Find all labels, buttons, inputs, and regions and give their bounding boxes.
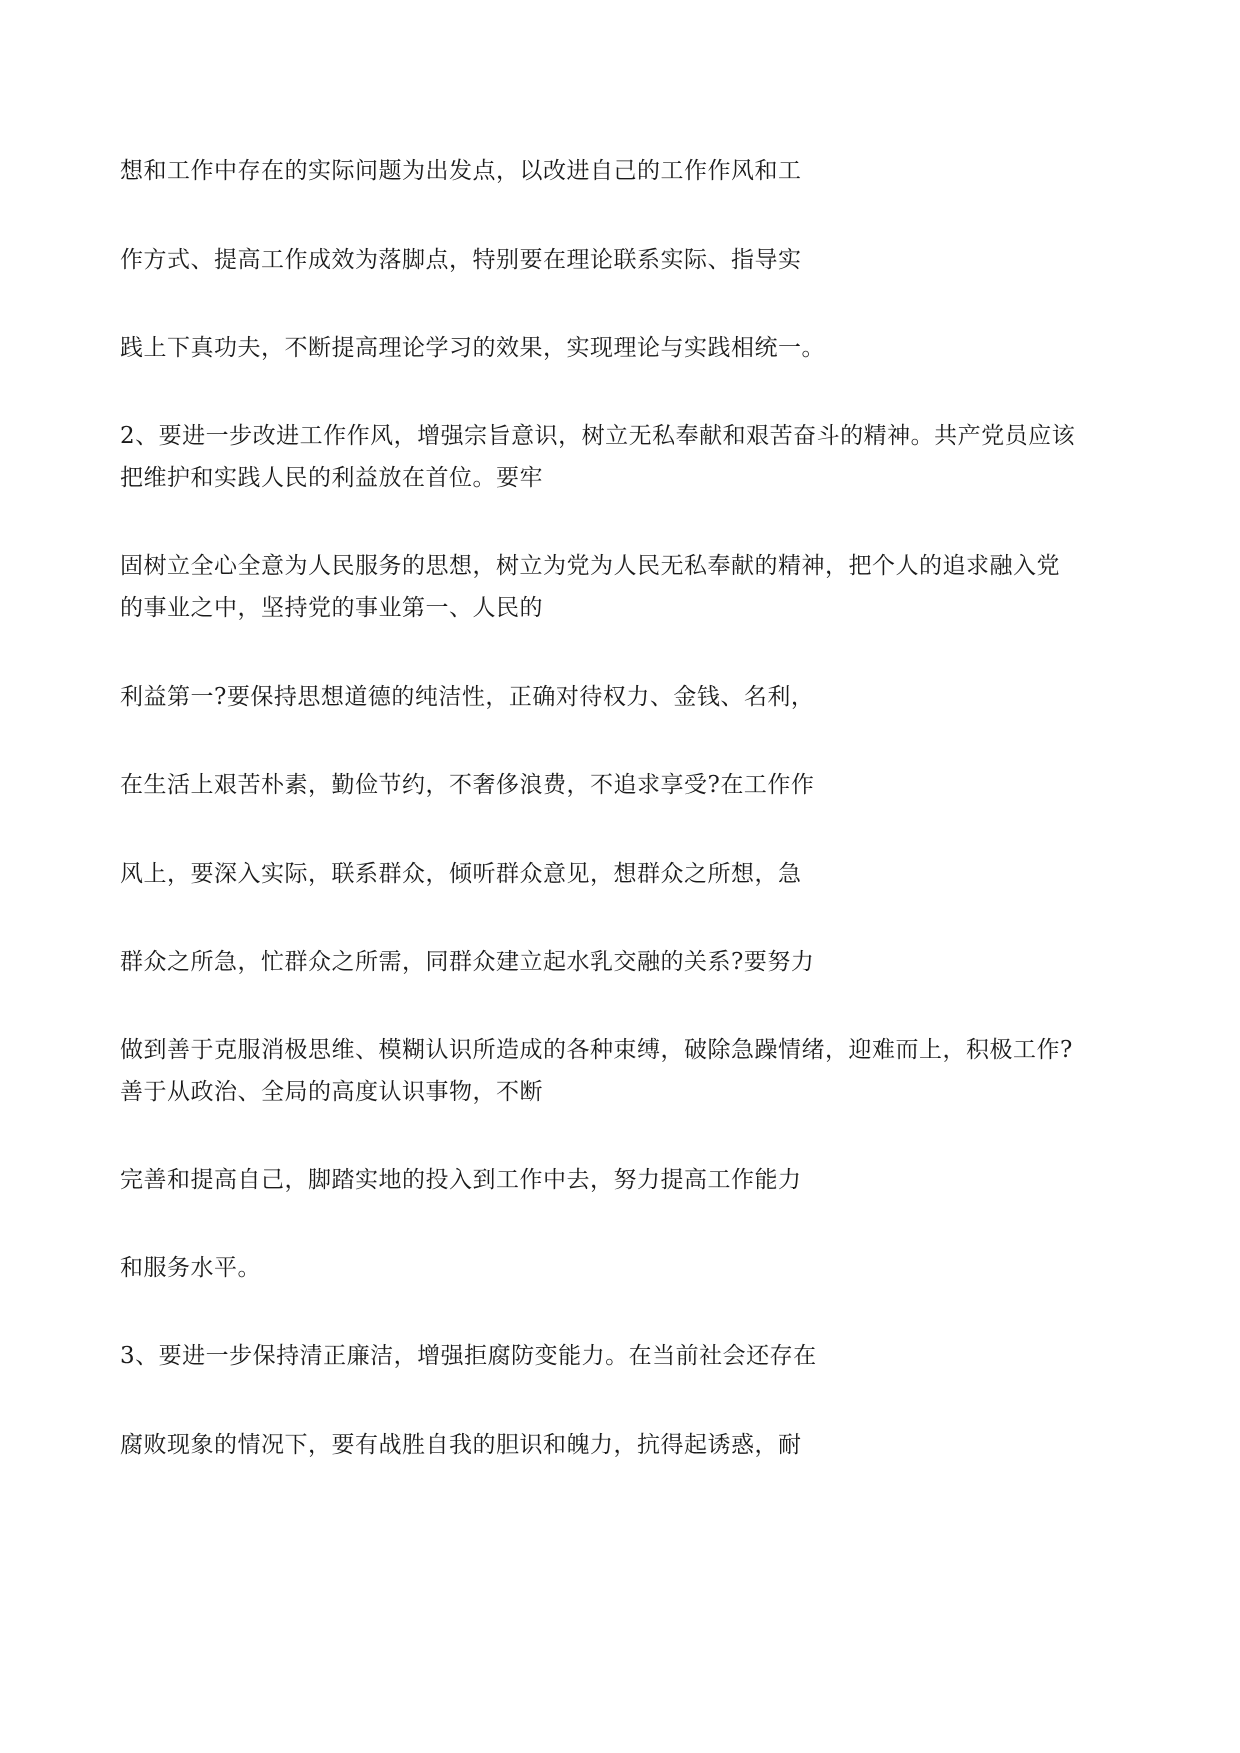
text-line: 做到善于克服消极思维、模糊认识所造成的各种束缚，破除急躁情绪，迎难而上，积极工作?: [120, 1037, 1073, 1063]
text-line: 利益第一?要保持思想道德的纯洁性，正确对待权力、金钱、名利，: [120, 684, 815, 710]
text-line: 想和工作中存在的实际问题为出发点，以改进自己的工作作风和工: [120, 158, 802, 184]
text-line: 和服务水平。: [120, 1255, 261, 1281]
text-line: 善于从政治、全局的高度认识事物，不断: [120, 1079, 543, 1105]
text-line: 在生活上艰苦朴素，勤俭节约，不奢侈浪费，不追求享受?在工作作: [120, 772, 815, 798]
text-line: 完善和提高自己，脚踏实地的投入到工作中去，努力提高工作能力: [120, 1167, 802, 1193]
text-line: 群众之所急，忙群众之所需，同群众建立起水乳交融的关系?要努力: [120, 949, 815, 975]
text-line: 把维护和实践人民的利益放在首位。要牢: [120, 465, 543, 491]
text-line: 风上，要深入实际，联系群众，倾听群众意见，想群众之所想，急: [120, 861, 802, 887]
text-line: 2、要进一步改进工作作风，增强宗旨意识，树立无私奉献和艰苦奋斗的精神。共产党员应该: [120, 423, 1076, 449]
text-line: 3、要进一步保持清正廉洁，增强拒腐防变能力。在当前社会还存在: [120, 1343, 817, 1369]
text-line: 固树立全心全意为人民服务的思想，树立为党为人民无私奉献的精神，把个人的追求融入党: [120, 553, 1060, 579]
text-line: 腐败现象的情况下，要有战胜自我的胆识和魄力，抗得起诱惑，耐: [120, 1432, 802, 1458]
text-line: 的事业之中，坚持党的事业第一、人民的: [120, 595, 543, 621]
text-line: 践上下真功夫，不断提高理论学习的效果，实现理论与实践相统一。: [120, 335, 825, 361]
text-line: 作方式、提高工作成效为落脚点，特别要在理论联系实际、指导实: [120, 247, 802, 273]
